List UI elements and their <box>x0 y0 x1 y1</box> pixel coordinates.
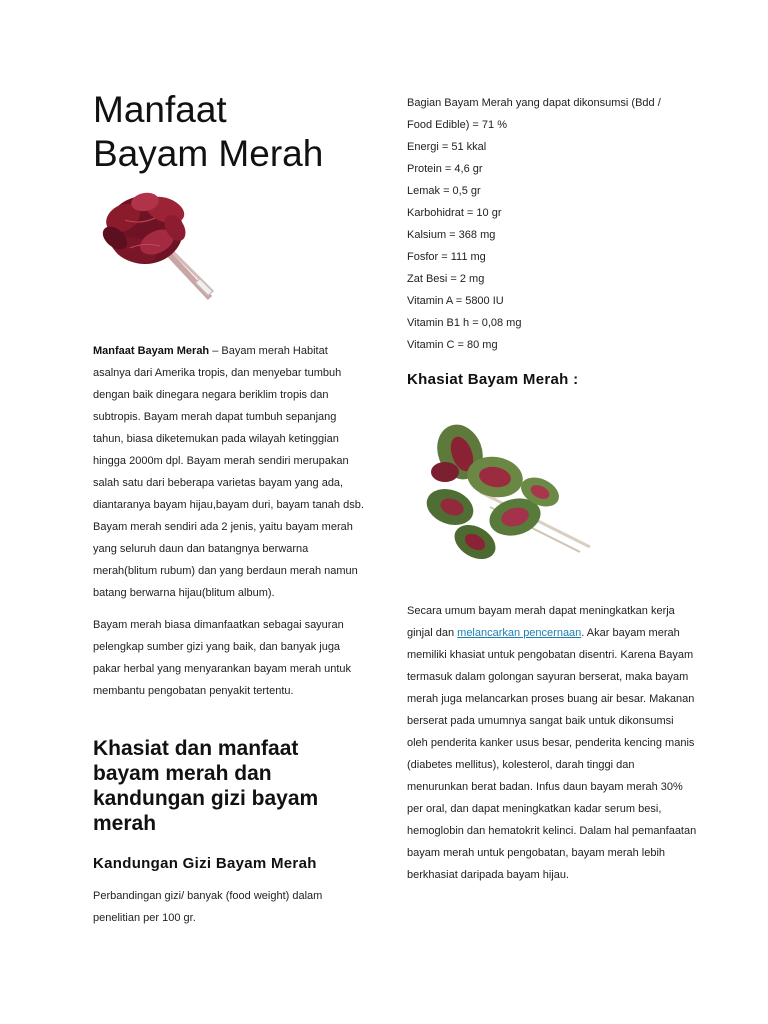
intro-paragraph <box>93 340 365 604</box>
section-heading: Khasiat dan manfaat bayam merah dan kandungan gizi bayam merah <box>93 737 319 835</box>
nutrition-row: Zat Besi = 2 mg <box>407 273 485 285</box>
benefits-subheading: Khasiat Bayam Merah : <box>407 371 579 388</box>
nutrition-row: Energi = 51 kkal <box>407 141 487 153</box>
title-line-2: Bayam Merah <box>93 133 324 174</box>
intro-bold: Manfaat Bayam Merah <box>93 345 210 357</box>
nutrition-intro-paragraph: Perbandingan gizi/ banyak (food weight) dalam penelitian per 100 gr. <box>93 890 323 924</box>
digestion-link[interactable]: melancarkan pencernaan <box>457 627 582 639</box>
nutrition-row: Fosfor = 111 mg <box>407 251 486 263</box>
nutrition-row: Vitamin B1 h = 0,08 mg <box>407 317 522 329</box>
nutrition-row: Kalsium = 368 mg <box>407 229 496 241</box>
nutrition-row: Food Edible) = 71 % <box>407 119 507 131</box>
nutrition-row: Protein = 4,6 gr <box>407 163 483 175</box>
left-column <box>93 88 365 176</box>
page-title <box>93 88 365 176</box>
intro-paragraph-wrap <box>93 340 365 702</box>
left-bottom-section <box>93 736 365 929</box>
nutrition-row: Karbohidrat = 10 gr <box>407 207 502 219</box>
title-line-1: Manfaat <box>93 89 227 130</box>
right-column <box>407 92 697 390</box>
benefits-section <box>407 600 697 886</box>
intro-text: – Bayam merah Habitat asalnya dari Amerika tropis, dan menyebar tumbuh dengan baik dinegara negara beriklim tropis dan subtropis. Bayam merah dapat tumbuh sepanjang tahun, biasa diketemukan pada wilayah ketinggian hingga 2000m dpl. Bayam merah sendiri merupakan salah satu dari beberapa varietas bayam yang ada, diantaranya bayam hijau,bayam duri, bayam tanah dsb. Bayam merah sendiri ada 2 jenis, yaitu bayam merah yang seluruh daun dan batangnya berwarna merah(blitum rubum) dan yang berdaun merah namun batang berwarna hijau(blitum album). <box>93 345 364 599</box>
nutrition-row: Vitamin A = 5800 IU <box>407 295 504 307</box>
red-spinach-bunch-image <box>95 180 225 308</box>
usage-paragraph: Bayam merah biasa dimanfaatkan sebagai sayuran pelengkap sumber gizi yang baik, dan banyak juga pakar herbal yang menyarankan bayam merah untuk membantu pengobatan penyakit tertentu. <box>93 619 352 697</box>
nutrition-row: Bagian Bayam Merah yang dapat dikonsumsi (Bdd / <box>407 97 661 109</box>
nutrition-subheading: Kandungan Gizi Bayam Merah <box>93 855 317 872</box>
red-spinach-leaves-image <box>420 412 600 577</box>
nutrition-row: Lemak = 0,5 gr <box>407 185 481 197</box>
benefits-text-start: Secara umum bayam merah dapat meningkatkan kerja ginjal dan <box>407 605 675 639</box>
benefits-text-end: . Akar bayam merah memiliki khasiat untuk pengobatan disentri. Karena Bayam termasuk dalam golongan sayuran berserat, maka bayam merah juga melancarkan proses buang air besar. Makanan berserat pada umumnya sangat baik untuk dikonsumsi oleh penderita kanker usus besar, penderita kencing manis (diabetes mellitus), kolesterol, darah tinggi dan menurunkan berat badan. Infus daun bayam merah 30% per oral, dan dapat meningkatkan kadar serum besi, hemoglobin dan hematokrit kelinci. Dalam hal pemanfaatan bayam merah untuk pengobatan, bayam merah lebih berkhasiat daripada bayam hijau. <box>407 627 697 881</box>
benefits-paragraph <box>407 600 697 886</box>
nutrition-row: Vitamin C = 80 mg <box>407 339 498 351</box>
nutrition-list <box>407 92 697 356</box>
